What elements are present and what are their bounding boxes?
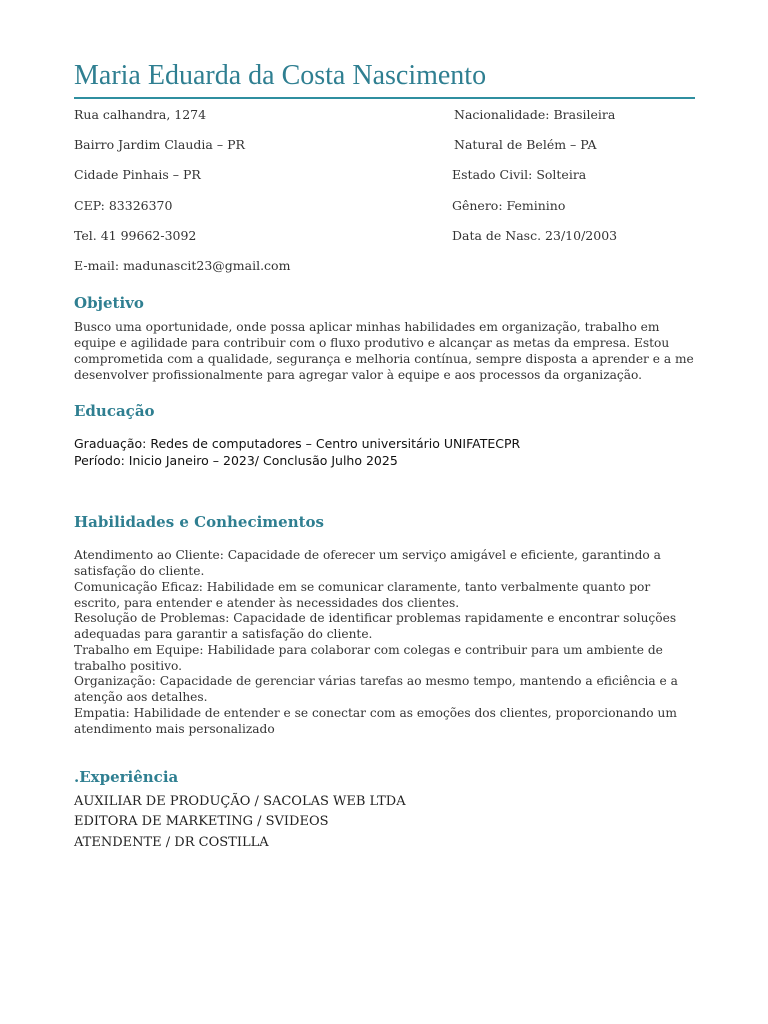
education-period: Período: Inicio Janeiro – 2023/ Conclusão Julho 2025 — [74, 453, 398, 468]
birthplace: Natural de Belém – PA — [454, 137, 597, 152]
section-heading-experiencia: .Experiência — [74, 768, 179, 786]
skill-item: Atendimento ao Cliente: Capacidade de oferecer um serviço amigável e eficiente, garantindo a satisfação do cliente. — [74, 548, 661, 578]
experience-item: AUXILIAR DE PRODUÇÃO / SACOLAS WEB LTDA — [74, 794, 406, 809]
address-cep: CEP: 83326370 — [74, 198, 173, 213]
education-degree: Graduação: Redes de computadores – Centro universitário UNIFATECPR — [74, 436, 521, 451]
section-heading-educacao: Educação — [74, 402, 155, 420]
nationality: Nacionalidade: Brasileira — [454, 107, 616, 122]
marital-status: Estado Civil: Solteira — [452, 167, 587, 182]
address-city: Cidade Pinhais – PR — [74, 167, 201, 182]
email: E-mail: madunascit23@gmail.com — [74, 258, 291, 273]
skill-item: Trabalho em Equipe: Habilidade para colaborar com colegas e contribuir para um ambiente de trabalho positivo. — [74, 643, 663, 673]
skill-item: Resolução de Problemas: Capacidade de identificar problemas rapidamente e encontrar soluções adequadas para garantir a satisfação do cliente. — [74, 611, 677, 641]
experience-item: EDITORA DE MARKETING / SVIDEOS — [74, 814, 329, 829]
birth-date: Data de Nasc. 23/10/2003 — [452, 228, 618, 243]
section-heading-habilidades: Habilidades e Conhecimentos — [74, 513, 324, 531]
skill-item: Empatia: Habilidade de entender e se conectar com as emoções dos clientes, proporcionando um atendimento mais personalizado — [74, 706, 677, 736]
address-neighborhood: Bairro Jardim Claudia – PR — [74, 137, 245, 152]
gender: Gênero: Feminino — [452, 198, 566, 213]
experience-item: ATENDENTE / DR COSTILLA — [74, 835, 269, 850]
section-heading-objetivo: Objetivo — [74, 294, 144, 312]
address-street: Rua calhandra, 1274 — [74, 107, 207, 122]
title-underline — [74, 97, 695, 99]
resume-name: Maria Eduarda da Costa Nascimento — [74, 60, 487, 91]
skill-item: Organização: Capacidade de gerenciar várias tarefas ao mesmo tempo, mantendo a eficiência e a atenção aos detalhes. — [74, 674, 678, 704]
skill-item: Comunicação Eficaz: Habilidade em se comunicar claramente, tanto verbalmente quanto por escrito, para entender e atender às necessidades dos clientes. — [74, 580, 651, 610]
phone: Tel. 41 99662-3092 — [74, 228, 197, 243]
objetivo-text: Busco uma oportunidade, onde possa aplicar minhas habilidades em organização, trabalho em equipe e agilidade para contribuir com o fluxo produtivo e alcançar as metas da empresa. Estou comprometida com a qualidade, segurança e melhoria contínua, sempre disposta a aprender e a me desenvolver profissionalmente para agregar valor à equipe e aos processos da organização. — [74, 320, 694, 382]
